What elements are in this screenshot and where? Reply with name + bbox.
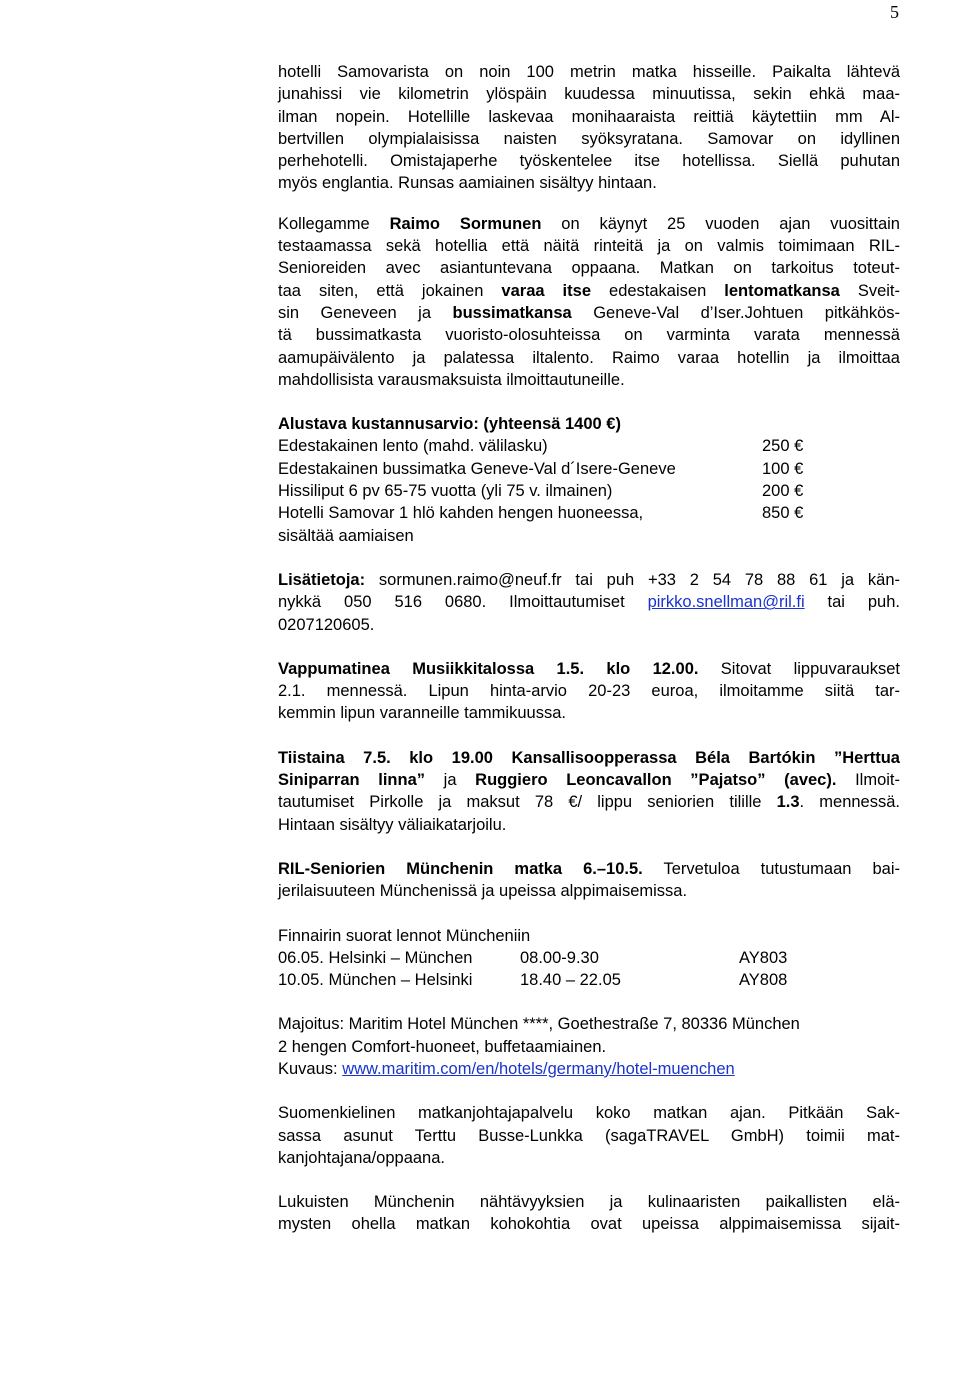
paragraph-organizer bbox=[278, 213, 900, 391]
paragraph-hotel bbox=[278, 61, 900, 195]
text-line: aamupäivälento ja palatessa iltalento. Raimo varaa hotellin ja ilmoittaa bbox=[278, 348, 900, 367]
paragraph-highlights bbox=[278, 1191, 900, 1236]
text-line: jerilaisuuteen Münchenissä ja upeissa alppimaisemissa. bbox=[278, 882, 688, 901]
paragraph-opera bbox=[278, 747, 900, 836]
text-line: sassa asunut Terttu Busse-Lunkka (sagaTRAVEL GmbH) toimii mat- bbox=[278, 1126, 900, 1145]
cost-note: sisältää aamiaisen bbox=[278, 526, 414, 545]
cost-heading: Alustava kustannusarvio: (yhteensä 1400 €) bbox=[278, 415, 621, 434]
contact-label: Lisätietoja: bbox=[278, 570, 366, 589]
text-line: Kollegamme Raimo Sormunen on käynyt 25 vuoden ajan vuosittain bbox=[278, 214, 900, 233]
organizer-name: Raimo Sormunen bbox=[389, 214, 542, 233]
text-line: Lisätietoja: sormunen.raimo@neuf.fr tai puh +33 2 54 78 88 61 ja kän- bbox=[278, 570, 900, 589]
text-line: taa siten, että jokainen varaa itse edestakaisen lentomatkansa Sveit- bbox=[278, 281, 901, 300]
text-line: mahdollisista varausmaksuista ilmoittautuneille. bbox=[278, 370, 625, 389]
page-number: 5 bbox=[890, 2, 899, 22]
text-line: kemmin lipun varanneille tammikuussa. bbox=[278, 704, 566, 723]
flight-row: 10.05. München – Helsinki 18.40 – 22.05 AY808 bbox=[278, 971, 788, 990]
text-line: Lukuisten Münchenin nähtävyyksien ja kulinaaristen paikallisten elä- bbox=[278, 1193, 900, 1212]
text-line: kanjohtajana/oppaana. bbox=[278, 1148, 445, 1167]
document-body bbox=[278, 61, 900, 1236]
paragraph-vappu bbox=[278, 658, 900, 725]
text-line: tä bussimatkasta vuoristo-olosuhteissa on varminta varata mennessä bbox=[278, 326, 900, 345]
text-line: RIL-Seniorien Münchenin matka 6.–10.5. Tervetuloa tutustumaan bai- bbox=[278, 859, 901, 878]
text-line: nykkä 050 516 0680. Ilmoittautumiset pirkko.snellman@ril.fi tai puh. bbox=[278, 593, 900, 612]
cost-row: Hotelli Samovar 1 hlö kahden hengen huoneessa, 850 € bbox=[278, 504, 804, 523]
text-line: Hintaan sisältyy väliaikatarjoilu. bbox=[278, 815, 507, 834]
text-line: hotelli Samovarista on noin 100 metrin matka hisseille. Paikalta lähtevä bbox=[278, 63, 900, 81]
text-line: 2 hengen Comfort-huoneet, buffetaamiainen. bbox=[278, 1037, 607, 1056]
flight-row: 06.05. Helsinki – München 08.00-9.30 AY803 bbox=[278, 948, 788, 967]
text-line: myös englantia. Runsas aamiainen sisältyy hintaan. bbox=[278, 174, 657, 193]
flight-heading: Finnairin suorat lennot Müncheniin bbox=[278, 926, 531, 945]
green-corner-decoration bbox=[0, 0, 236, 148]
text-line: Vappumatinea Musiikkitalossa 1.5. klo 12.00. Sitovat lippuvaraukset bbox=[278, 659, 900, 678]
text-line: Suomenkielinen matkanjohtajapalvelu koko matkan ajan. Pitkään Sak- bbox=[278, 1104, 900, 1123]
text-line: 0207120605. bbox=[278, 615, 375, 634]
email-link[interactable]: pirkko.snellman@ril.fi bbox=[647, 593, 805, 612]
text-line: Senioreiden avec asiantuntevana oppaana. Matkan on tarkoitus toteut- bbox=[278, 259, 900, 278]
text-line: tautumiset Pirkolle ja maksut 78 €/ lippu seniorien tilille 1.3. mennessä. bbox=[278, 793, 900, 812]
text-line: 2.1. mennessä. Lipun hinta-arvio 20-23 euroa, ilmoitamme siitä tar- bbox=[278, 682, 900, 701]
cost-row: Edestakainen bussimatka Geneve-Val d´Isere-Geneve 100 € bbox=[278, 459, 804, 478]
text-line: testaamassa sekä hotellia että näitä rinteitä ja on valmis toimimaan RIL- bbox=[278, 237, 900, 256]
hotel-link[interactable]: www.maritim.com/en/hotels/germany/hotel-muenchen bbox=[342, 1059, 735, 1078]
text-line: ilman nopein. Hotellille laskevaa monihaaraista reittiä käytettiin mm Al- bbox=[278, 107, 900, 126]
text-line: sin Geneveen ja bussimatkansa Geneve-Val d’Iser.Johtuen pitkähkös- bbox=[278, 303, 900, 322]
paragraph-munich-trip bbox=[278, 858, 900, 903]
paragraph-contact bbox=[278, 569, 900, 636]
text-line: bertvillen olympialaisissa naisten syöksyratana. Samovar on idyllinen bbox=[278, 129, 900, 148]
cost-row: Edestakainen lento (mahd. välilasku) 250 € bbox=[278, 437, 804, 456]
text-line: Majoitus: Maritim Hotel München ****, Goethestraße 7, 80336 München bbox=[278, 1015, 800, 1034]
text-line: Siniparran linna” ja Ruggiero Leoncavallon ”Pajatso” (avec). Ilmoit- bbox=[278, 771, 900, 790]
cost-estimate bbox=[278, 413, 900, 547]
text-line: junahissi vie kilometrin ylöspäin kuudessa minuutissa, sekin ehkä maa- bbox=[278, 85, 900, 104]
flight-schedule bbox=[278, 925, 900, 992]
text-line: Kuvaus: www.maritim.com/en/hotels/germany/hotel-muenchen bbox=[278, 1059, 735, 1078]
text-line: Tiistaina 7.5. klo 19.00 Kansallisoopperassa Béla Bartókin ”Herttua bbox=[278, 748, 900, 767]
paragraph-lodging bbox=[278, 1013, 900, 1080]
text-line: perhehotelli. Omistajaperhe työskentelee itse hotellissa. Siellä puhutan bbox=[278, 152, 900, 171]
text-line: mysten ohella matkan kohokohtia ovat upeissa alppimaisemissa sijait- bbox=[278, 1215, 900, 1234]
cost-row: Hissiliput 6 pv 65-75 vuotta (yli 75 v. ilmainen) 200 € bbox=[278, 482, 804, 501]
paragraph-guide bbox=[278, 1102, 900, 1169]
